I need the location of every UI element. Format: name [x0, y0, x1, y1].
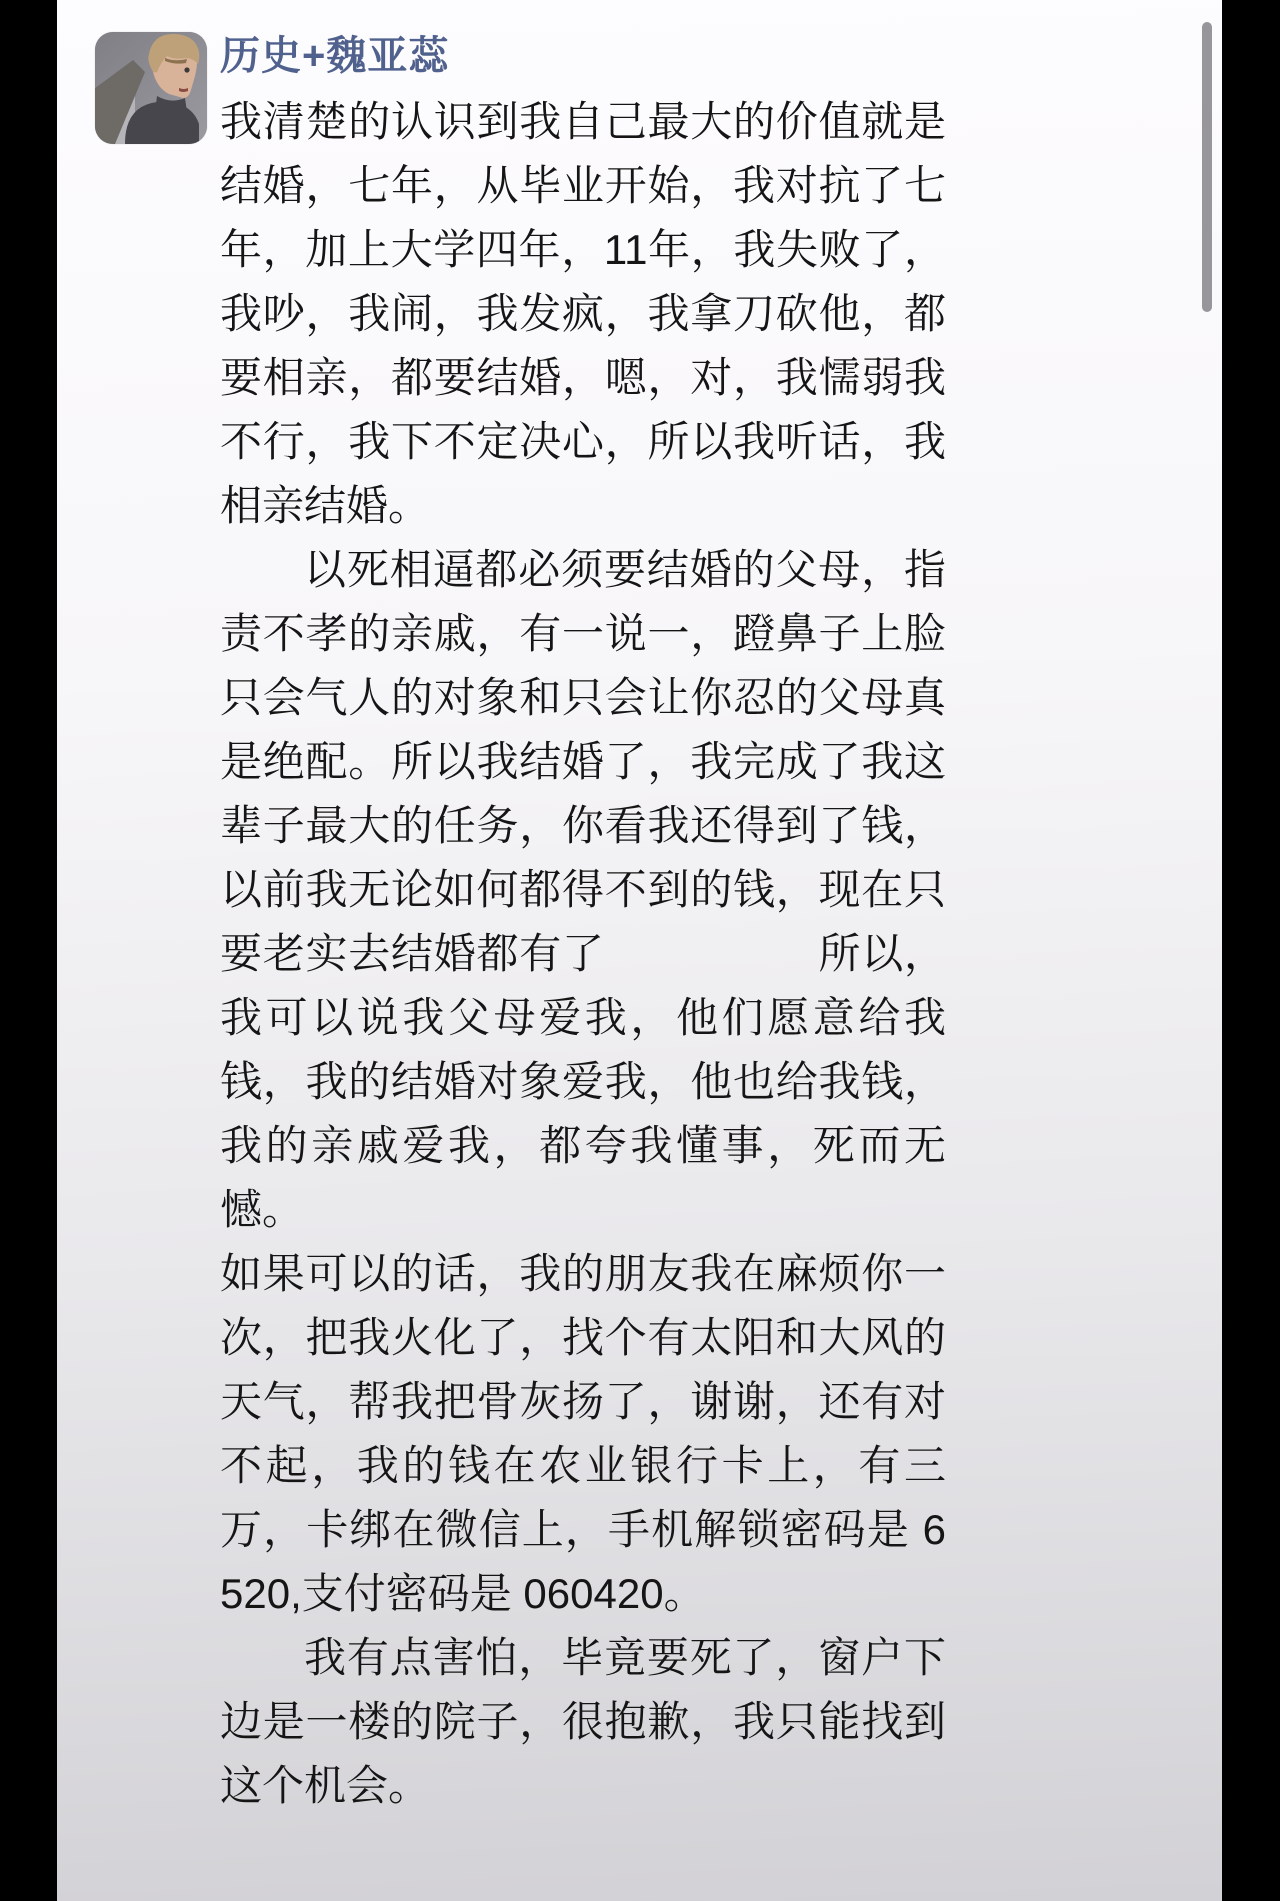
post-paragraph: 我有点害怕，毕竟要死了，窗户下边是一楼的院子，很抱歉，我只能找到这个机会。 — [220, 1634, 946, 1809]
letterbox-bar-left — [0, 0, 57, 1901]
post-paragraph: 我清楚的认识到我自己最大的价值就是结婚，七年，从毕业开始，我对抗了七年，加上大学四年，11年，我失败了，我吵，我闹，我发疯，我拿刀砍他，都要相亲，都要结婚，嗯，对，我懦弱我不行，我下不定决心，所以我听话，我相亲结婚。 — [220, 98, 946, 529]
scrollbar[interactable] — [1202, 22, 1212, 312]
avatar[interactable] — [95, 32, 207, 144]
letterbox-bar-right — [1222, 0, 1280, 1901]
post-paragraph: 以死相逼都必须要结婚的父母，指责不孝的亲戚，有一说一，蹬鼻子上脸只会气人的对象和只会让你忍的父母真是绝配。所以我结婚了，我完成了我这辈子最大的任务，你看我还得到了钱，以前我无论如何都得不到的钱，现在只要老实去结婚都有了 所以，我可以说我父母爱我，他们愿意给我钱，我的结婚对象爱我，他也给我钱，我的亲戚爱我，都夸我懂事，死而无憾。 — [220, 546, 946, 1233]
post-paragraph: 如果可以的话，我的朋友我在麻烦你一次，把我火化了，找个有太阳和大风的天气，帮我把骨灰扬了，谢谢，还有对不起，我的钱在农业银行卡上，有三万，卡绑在微信上，手机解锁密码是 6520,支付密码是 060420。 — [220, 1250, 946, 1617]
post-content — [220, 28, 946, 1818]
post-body — [220, 90, 946, 1818]
avatar-image — [95, 32, 207, 144]
screenshot-content-area — [57, 0, 1222, 1901]
nickname[interactable]: 历史+魏亚蕊 — [220, 34, 450, 78]
